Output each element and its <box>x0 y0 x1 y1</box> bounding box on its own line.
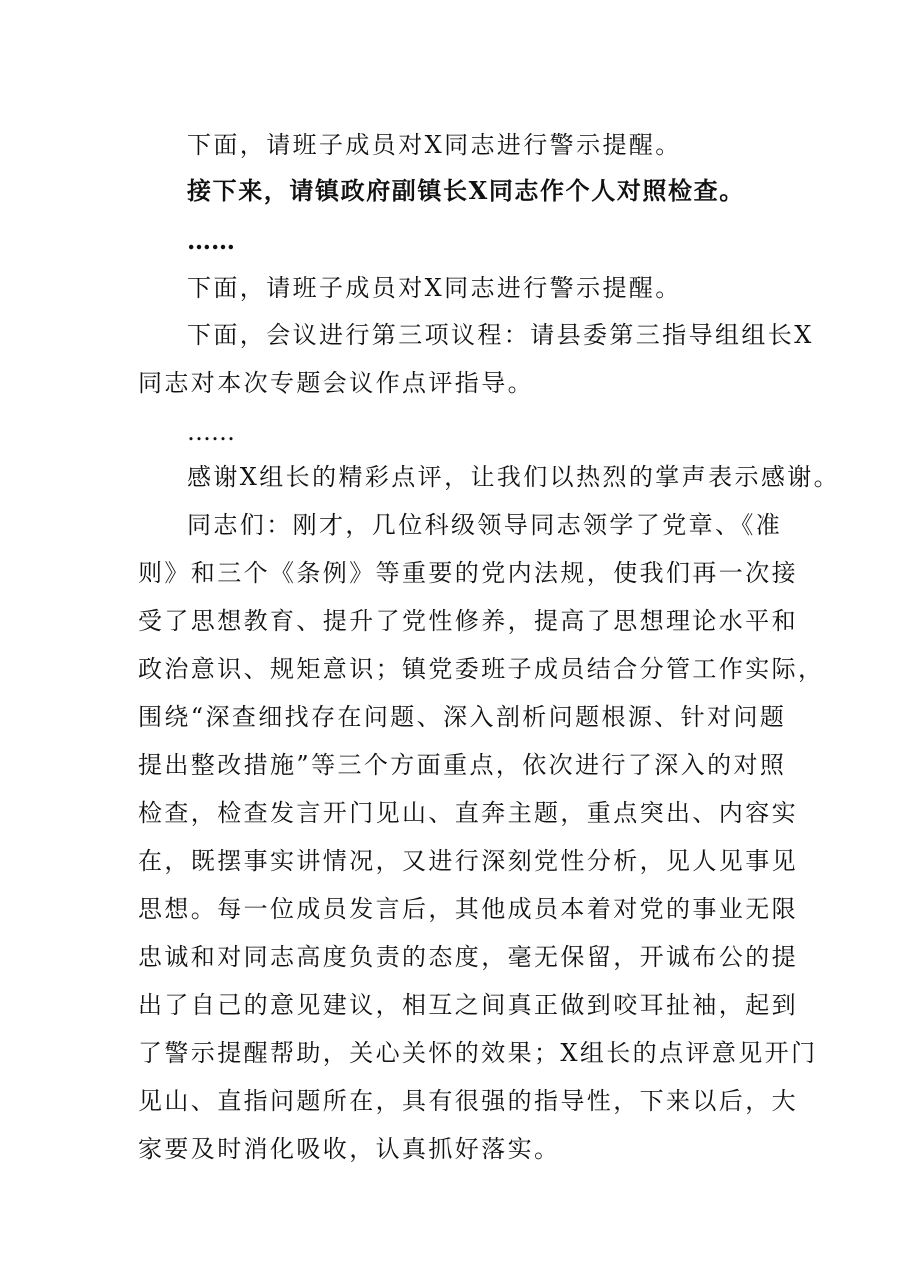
paragraph-line: 围绕“深查细找存在问题、深入剖析问题根源、针对问题 <box>138 703 787 731</box>
paragraph-line: 家要及时消化吸收，认真抓好落实。 <box>138 1135 561 1163</box>
paragraph-line: 忠诚和对同志高度负责的态度，毫无保留，开诚布公的提 <box>138 943 798 971</box>
paragraph-line: 检查，检查发言开门见山、直奔主题，重点突出、内容实 <box>138 799 798 827</box>
heading-line: 接下来，请镇政府副镇长X同志作个人对照检查。 <box>187 176 745 205</box>
paragraph-line: 见山、直指问题所在，具有很强的指导性，下来以后，大 <box>138 1087 798 1115</box>
paragraph-line: 同志们：刚才，几位科级领导同志领学了党章、《准 <box>187 511 783 539</box>
paragraph-line: 受了思想教育、提升了党性修养，提高了思想理论水平和 <box>138 607 798 635</box>
paragraph-line: 同志对本次专题会议作点评指导。 <box>138 369 534 397</box>
paragraph-line: 感谢X组长的精彩点评，让我们以热烈的掌声表示感谢。 <box>187 463 841 491</box>
paragraph-line: 出了自己的意见建议，相互之间真正做到咬耳扯袖，起到 <box>138 991 798 1019</box>
ellipsis-line: …… <box>187 226 235 255</box>
paragraph-line: 下面，请班子成员对X同志进行警示提醒。 <box>187 274 682 302</box>
paragraph-line: 在，既摆事实讲情况，又进行深刻党性分析，见人见事见 <box>138 847 798 875</box>
paragraph-line: 提出整改措施”等三个方面重点，依次进行了深入的对照 <box>138 751 787 779</box>
ellipsis-line: …… <box>187 418 235 446</box>
paragraph-line: 了警示提醒帮助，关心关怀的效果；X组长的点评意见开门 <box>138 1039 818 1067</box>
paragraph-line: 下面，请班子成员对X同志进行警示提醒。 <box>187 131 682 159</box>
paragraph-line: 则》和三个《条例》等重要的党内法规，使我们再一次接 <box>138 559 798 587</box>
paragraph-line: 思想。每一位成员发言后，其他成员本着对党的事业无限 <box>138 895 798 923</box>
paragraph-line: 政治意识、规矩意识；镇党委班子成员结合分管工作实际， <box>138 655 825 683</box>
paragraph-line: 下面，会议进行第三项议程：请县委第三指导组组长X <box>187 321 814 349</box>
